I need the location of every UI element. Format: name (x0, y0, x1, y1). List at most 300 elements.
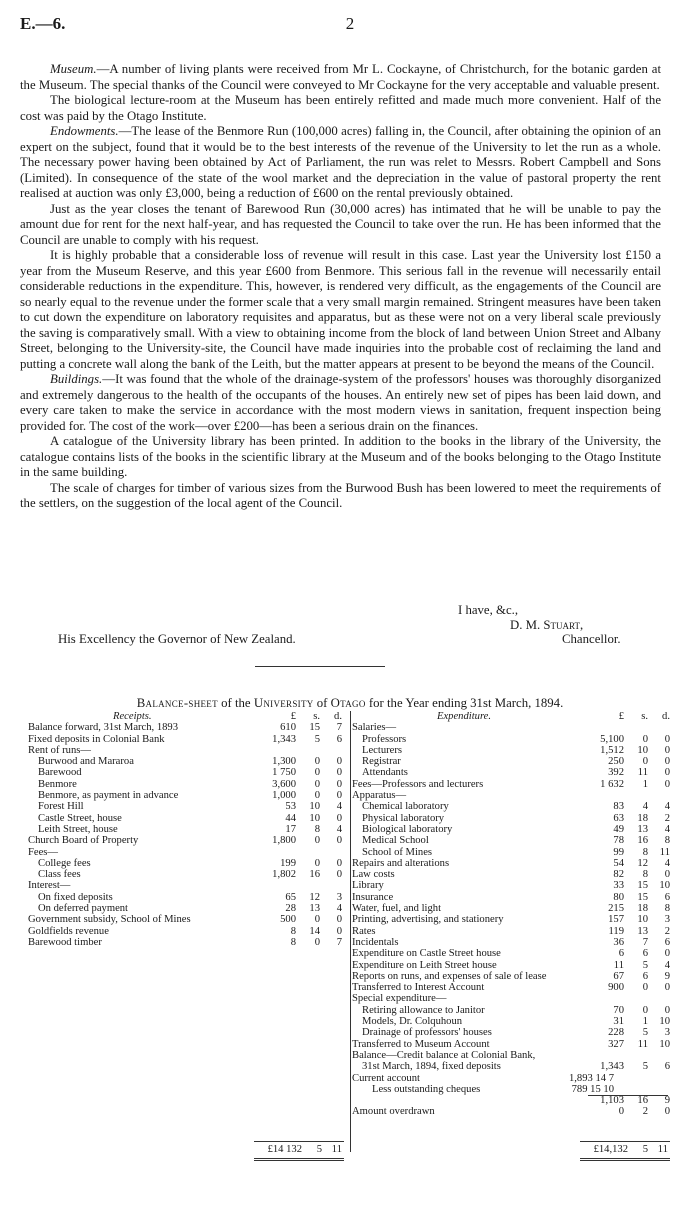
ledger-label: Library (352, 880, 384, 892)
ledger-shillings: 5 (314, 733, 320, 745)
ledger-shillings: 2 (642, 1106, 648, 1118)
ledger-shillings: 1 (642, 778, 648, 790)
paragraph-text: It is highly probable that a considerable loss of revenue will result in this case. Last year the University lost £150 a year from the Museum Reserve, and this year £600 from Benmore. This serious fall in the revenue will necessarily entail considerable reductions in the expenditure. This, however, is rendered very difficult, as the engagements of the Council are so nearly equal to the revenue under the former scale that a very small margin remained. Stringent measures have been taken to cut down the expenditure on laboratory requisites and apparatus, but as these were not on a very liberal scale previously the saving is comparatively small. With a view to obtaining income from the block of land between Union Street and Albany Street, belonging to the University-site, the Council have made inquiries into the probable cost of reclaiming the land and putting a concrete wall along the bank of the Leith, but the matter appears at present to be beyond the means of the Council. (20, 248, 661, 371)
ledger-pence: 0 (664, 778, 670, 790)
ledger-pence: 6 (664, 936, 670, 948)
ledger-pence: 4 (336, 801, 342, 813)
balance-sheet-table (28, 711, 670, 1167)
ledger-row (352, 722, 670, 733)
ledger-label: Insurance (352, 891, 394, 903)
ledger-pence: 0 (664, 982, 670, 994)
ledger-pence: 0 (336, 756, 342, 768)
total-pence: 11 (657, 1144, 668, 1155)
ledger-pence: 7 (336, 722, 342, 734)
ledger-pounds: 119 (608, 925, 624, 937)
ledger-pounds: 157 (608, 914, 624, 926)
ledger-row (352, 1039, 670, 1050)
ledger-label: Transferred to Interest Account (352, 982, 485, 994)
ledger-shillings: 0 (642, 756, 648, 768)
ledger-shillings: 10 (309, 812, 320, 824)
ledger-shillings: 11 (637, 767, 648, 779)
ledger-pounds: 0 (618, 1106, 624, 1118)
shillings-unit: s. (641, 711, 648, 722)
paragraph-text: —A number of living plants were received from Mr L. Cockayne, of Christchurch, for the botanic garden at the Museum. The special thanks of the Council were conveyed to Mr Cockayne for the very acceptable and valuable present. (20, 62, 661, 92)
ledger-row (352, 982, 670, 993)
ledger-pounds: 1,300 (272, 756, 296, 768)
ledger-label: Expenditure on Castle Street house (352, 948, 501, 960)
ledger-pence: 0 (336, 835, 342, 847)
signatory-title: Chancellor. (562, 632, 621, 646)
ledger-label: Interest— (28, 880, 71, 892)
ledger-pence: 10 (659, 1038, 670, 1050)
ledger-row (28, 926, 346, 937)
ledger-row (28, 858, 346, 869)
ledger-pounds: 33 (613, 880, 624, 892)
ledger-label: Retiring allowance to Janitor (362, 1004, 485, 1016)
balance-sheet-title: Balance-sheet of the University of Otago for the Year ending 31st March, 1894. (136, 696, 564, 710)
ledger-pence: 0 (336, 812, 342, 824)
ledger-pence: 0 (664, 1106, 670, 1118)
paragraph (20, 481, 661, 512)
paragraph-text: A catalogue of the University library has been printed. In addition to the books in the library of the University, the catalogue contains lists of the books in the scientific library at the Museum and of the books belonging to the Otago Institute in the same building. (20, 434, 661, 479)
ledger-pounds: 228 (608, 1027, 624, 1039)
ledger-pounds: 31 (613, 1016, 624, 1028)
ledger-shillings: 10 (637, 744, 648, 756)
ledger-pounds: 1 632 (600, 778, 624, 790)
ledger-label: Law costs (352, 869, 395, 881)
ledger-pence: 4 (336, 903, 342, 915)
ledger-pounds: 11 (613, 959, 624, 971)
column-heading: Expenditure. (437, 711, 492, 722)
ledger-pence: 0 (336, 914, 342, 926)
ledger-label: Leith Street, house (38, 823, 118, 835)
paragraph (20, 93, 661, 124)
ledger-row (28, 745, 346, 756)
ledger-row (352, 903, 670, 914)
ledger-label: Apparatus— (352, 790, 407, 802)
ledger-row (352, 790, 670, 801)
ledger-label: Chemical laboratory (362, 801, 449, 813)
total-pounds: £14,132 (593, 1144, 628, 1155)
ledger-row (28, 869, 346, 880)
ledger-shillings: 15 (637, 880, 648, 892)
ledger-subamount: 1,893 14 7 (568, 1072, 614, 1084)
ledger-pence: 9 (664, 1095, 670, 1107)
ledger-pounds: 99 (613, 846, 624, 858)
ledger-pence: 0 (336, 778, 342, 790)
ledger-pounds: 1,802 (272, 869, 296, 881)
ledger-shillings: 0 (314, 767, 320, 779)
ledger-pounds: 1,103 (600, 1095, 624, 1107)
ledger-row (352, 847, 670, 858)
ledger-row (28, 892, 346, 903)
column-heading: Receipts. (113, 711, 152, 722)
ledger-subamount: 789 15 10 (571, 1083, 614, 1095)
ledger-pence: 6 (664, 891, 670, 903)
ledger-shillings: 8 (642, 846, 648, 858)
ledger-row (352, 914, 670, 925)
ledger-row (352, 880, 670, 891)
ledger-pounds: 1,800 (272, 835, 296, 847)
ledger-label: Salaries— (352, 722, 397, 734)
report-body (20, 62, 661, 512)
ledger-pence: 4 (664, 801, 670, 813)
ledger-label: Barewood (38, 767, 82, 779)
ledger-row (352, 1084, 670, 1095)
ledger-row (28, 734, 346, 745)
ledger-pounds: 65 (285, 891, 296, 903)
ledger-label: Government subsidy, School of Mines (28, 914, 191, 926)
total-rule-top (580, 1141, 670, 1142)
ledger-shillings: 13 (637, 925, 648, 937)
ledger-pounds: 63 (613, 812, 624, 824)
ledger-pence: 0 (336, 869, 342, 881)
ledger-pounds: 78 (613, 835, 624, 847)
ledger-label: Printing, advertising, and stationery (352, 914, 504, 926)
ledger-label: Attendants (362, 767, 408, 779)
ledger-row (352, 1073, 670, 1084)
ledger-row (352, 824, 670, 835)
ledger-pence: 4 (336, 823, 342, 835)
subtotal-rule (588, 1095, 668, 1096)
paragraph (20, 372, 661, 434)
ledger-shillings: 12 (637, 857, 648, 869)
expenditure-total (580, 1144, 670, 1164)
ledger-row (28, 779, 346, 790)
ledger-label: Church Board of Property (28, 835, 139, 847)
ledger-pence: 0 (336, 767, 342, 779)
document-code: E.—6. (20, 14, 66, 33)
ledger-label: Balance forward, 31st March, 1893 (28, 722, 179, 734)
total-rule-bottom (254, 1158, 344, 1161)
ledger-shillings: 0 (314, 778, 320, 790)
ledger-label: Lecturers (362, 744, 402, 756)
ledger-row (352, 960, 670, 971)
ledger-label: Goldfields revenue (28, 925, 109, 937)
ledger-label: Repairs and alterations (352, 857, 450, 869)
ledger-row (28, 880, 346, 891)
ledger-pounds: 44 (285, 812, 296, 824)
paragraph (20, 202, 661, 249)
pence-unit: d. (662, 711, 670, 722)
ledger-row (352, 937, 670, 948)
ledger-pence: 0 (664, 869, 670, 881)
ledger-shillings: 5 (642, 1061, 648, 1073)
ledger-pence: 3 (336, 891, 342, 903)
ledger-label: Fees— (28, 846, 59, 858)
paragraph (20, 62, 661, 93)
ledger-pence: 10 (659, 1016, 670, 1028)
paragraph-heading: Museum. (50, 62, 97, 76)
total-shillings: 5 (316, 1144, 322, 1155)
ledger-pounds: 900 (608, 982, 624, 994)
ledger-pounds: 6 (618, 948, 624, 960)
ledger-pounds: 610 (280, 722, 296, 734)
ledger-row (352, 734, 670, 745)
ledger-pounds: 1 750 (272, 767, 296, 779)
ledger-label: Benmore, as payment in advance (38, 790, 179, 802)
ledger-shillings: 11 (637, 1038, 648, 1050)
ledger-pounds: 83 (613, 801, 624, 813)
ledger-label: Class fees (38, 869, 81, 881)
paragraph-text: The biological lecture-room at the Museum has been entirely refitted and made much more convenient. Half of the cost was paid by the Otago Institute. (20, 93, 661, 123)
ledger-label: School of Mines (362, 846, 433, 858)
ledger-pounds: 3,600 (272, 778, 296, 790)
ledger-pounds: 36 (613, 936, 624, 948)
pounds-unit: £ (618, 711, 624, 722)
ledger-label: Fixed deposits in Colonial Bank (28, 733, 165, 745)
ledger-pence: 0 (336, 857, 342, 869)
ledger-row (352, 1050, 670, 1061)
ledger-label: College fees (38, 857, 91, 869)
ledger-label: Amount overdrawn (352, 1106, 435, 1118)
ledger-shillings: 15 (309, 722, 320, 734)
ledger-pence: 0 (664, 767, 670, 779)
ledger-shillings: 16 (637, 1095, 648, 1107)
ledger-row (28, 801, 346, 812)
closing-phrase: I have, &c., (458, 603, 519, 617)
ledger-shillings: 1 (642, 1016, 648, 1028)
ledger-shillings: 0 (642, 733, 648, 745)
ledger-pence: 0 (664, 756, 670, 768)
ledger-pounds: 67 (613, 970, 624, 982)
ledger-pence: 0 (664, 744, 670, 756)
ledger-shillings: 10 (309, 801, 320, 813)
ledger-label: Burwood and Mararoa (38, 756, 134, 768)
ledger-label: On fixed deposits (38, 891, 113, 903)
ledger-pounds: 28 (285, 903, 296, 915)
ledger-pounds: 54 (613, 857, 624, 869)
ledger-shillings: 18 (637, 812, 648, 824)
ledger-row (352, 745, 670, 756)
pence-unit: d. (334, 711, 342, 722)
ledger-pence: 10 (659, 880, 670, 892)
ledger-row (352, 993, 670, 1004)
ledger-label: Less outstanding cheques (372, 1083, 481, 1095)
ledger-label: Fees—Professors and lecturers (352, 778, 484, 790)
ledger-row (28, 813, 346, 824)
total-pence: 11 (331, 1144, 342, 1155)
ledger-shillings: 0 (314, 756, 320, 768)
ledger-shillings: 5 (642, 1027, 648, 1039)
ledger-label: Physical laboratory (362, 812, 445, 824)
ledger-label: Biological laboratory (362, 823, 453, 835)
ledger-pence: 11 (659, 846, 670, 858)
ledger-pence: 0 (664, 948, 670, 960)
signatory-name: D. M. Stuart, (510, 618, 584, 632)
column-header-row (352, 711, 670, 722)
ledger-label: Special expenditure— (352, 993, 447, 1005)
ledger-pence: 7 (336, 936, 342, 948)
ledger-label: Water, fuel, and light (352, 903, 442, 915)
column-header-row (28, 711, 346, 722)
ledger-pence: 9 (664, 970, 670, 982)
ledger-shillings: 14 (309, 925, 320, 937)
ledger-pounds: 80 (613, 891, 624, 903)
ledger-row (352, 1106, 670, 1117)
ledger-pounds: 70 (613, 1004, 624, 1016)
ledger-label: Models, Dr. Colquhoun (362, 1016, 463, 1028)
ledger-row (28, 824, 346, 835)
ledger-row (28, 722, 346, 733)
ledger-pence: 0 (336, 925, 342, 937)
ledger-label: Reports on runs, and expenses of sale of lease (352, 970, 547, 982)
ledger-row (352, 971, 670, 982)
paragraph (20, 248, 661, 372)
ledger-shillings: 16 (637, 835, 648, 847)
ledger-row (352, 858, 670, 869)
ledger-row (352, 1005, 670, 1016)
ledger-row (352, 756, 670, 767)
paragraph-text: Just as the year closes the tenant of Barewood Run (30,000 acres) has intimated that he will be unable to pay the amount due for rent for the next half-year, and has requested the Council to take over the run. He has been informed that the Council are unable to comply with his request. (20, 201, 661, 247)
ledger-row (352, 767, 670, 778)
ledger-pounds: 49 (613, 823, 624, 835)
total-rule-bottom (580, 1158, 670, 1161)
ledger-shillings: 0 (314, 835, 320, 847)
paragraph-text: —The lease of the Benmore Run (100,000 acres) falling in, the Council, after obtaining the opinion of an expert on the subject, found that it would be to the best interests of the revenue of the University to let the run as a whole. The necessary power having been obtained by Act of Parliament, the run was relet to Messrs. Robert Campbell and Sons (Limited). In consequence of the state of the wool market and the depreciation in the value of pastoral property the rent realised at auction was only £3,000, being a reduction of £600 on the rental previously obtained. (20, 124, 661, 200)
ledger-pounds: 199 (280, 857, 296, 869)
ledger-row (352, 835, 670, 846)
ledger-row (352, 926, 670, 937)
ledger-label: Castle Street, house (38, 812, 122, 824)
ledger-label: On deferred payment (38, 903, 129, 915)
ledger-shillings: 8 (642, 869, 648, 881)
ledger-pounds: 5,100 (600, 733, 624, 745)
ledger-pence: 6 (664, 1061, 670, 1073)
column-divider (350, 711, 351, 1152)
ledger-shillings: 0 (314, 914, 320, 926)
total-rule-top (254, 1141, 344, 1142)
ledger-shillings: 5 (642, 959, 648, 971)
ledger-row (28, 903, 346, 914)
ledger-pence: 3 (664, 1027, 670, 1039)
ledger-pence: 0 (664, 733, 670, 745)
ledger-label: Balance—Credit balance at Colonial Bank, (352, 1049, 536, 1061)
ledger-row (28, 847, 346, 858)
ledger-row (28, 790, 346, 801)
ledger-label: Expenditure on Leith Street house (352, 959, 497, 971)
total-shillings: 5 (642, 1144, 648, 1155)
ledger-pence: 4 (664, 959, 670, 971)
paragraph-text: —It was found that the whole of the drainage-system of the professors' houses was thoroughly disorganized and extremely dangerous to the health of the occupants of the houses. An entirely new set of pipes has been laid down, and every care taken to make the service in accordance with the most modern views in sanitation, frequent inspection being provided for. The cost of the work—over £200—has been a serious drain on the finances. (20, 372, 661, 433)
ledger-pounds: 53 (285, 801, 296, 813)
ledger-pounds: 1,343 (600, 1061, 624, 1073)
ledger-pence: 6 (336, 733, 342, 745)
section-divider (255, 666, 385, 667)
receipts-column (28, 711, 346, 948)
ledger-pounds: 82 (613, 869, 624, 881)
ledger-label: Drainage of professors' houses (362, 1027, 492, 1039)
ledger-shillings: 0 (642, 1004, 648, 1016)
ledger-label: Rent of runs— (28, 744, 91, 756)
expenditure-column (352, 711, 670, 1118)
ledger-pounds: 500 (280, 914, 296, 926)
ledger-row (352, 1095, 670, 1106)
ledger-pounds: 1,512 (600, 744, 624, 756)
ledger-label: Rates (352, 925, 376, 937)
ledger-pence: 2 (664, 812, 670, 824)
paragraph (20, 124, 661, 202)
receipts-total (254, 1144, 344, 1164)
paragraph (20, 434, 661, 481)
ledger-row (28, 835, 346, 846)
ledger-label: 31st March, 1894, fixed deposits (362, 1061, 501, 1073)
ledger-pence: 3 (664, 914, 670, 926)
ledger-pounds: 1,000 (272, 790, 296, 802)
ledger-shillings: 0 (314, 857, 320, 869)
ledger-label: Professors (362, 733, 407, 745)
pounds-unit: £ (290, 711, 296, 722)
ledger-shillings: 4 (642, 801, 648, 813)
ledger-shillings: 16 (309, 869, 320, 881)
ledger-label: Transferred to Museum Account (352, 1038, 490, 1050)
ledger-pence: 4 (664, 823, 670, 835)
ledger-row (352, 813, 670, 824)
page-number: 2 (345, 14, 355, 33)
ledger-row (28, 937, 346, 948)
page-header (20, 14, 680, 36)
ledger-shillings: 0 (314, 936, 320, 948)
ledger-label: Incidentals (352, 936, 399, 948)
paragraph-heading: Endowments. (50, 124, 119, 138)
shillings-unit: s. (313, 711, 320, 722)
paragraph-text: The scale of charges for timber of various sizes from the Burwood Bush has been lowered to meet the requirements of the settlers, on the suggestion of the local agent of the Council. (20, 480, 661, 510)
ledger-row (352, 892, 670, 903)
ledger-shillings: 8 (314, 823, 320, 835)
ledger-row (352, 1016, 670, 1027)
ledger-row (352, 801, 670, 812)
ledger-pounds: 8 (290, 936, 296, 948)
ledger-pence: 8 (664, 903, 670, 915)
ledger-pounds: 17 (285, 823, 296, 835)
ledger-shillings: 15 (637, 891, 648, 903)
ledger-row (28, 914, 346, 925)
ledger-pence: 8 (664, 835, 670, 847)
ledger-label: Barewood timber (28, 936, 102, 948)
ledger-pounds: 1,343 (272, 733, 296, 745)
ledger-row (352, 869, 670, 880)
ledger-shillings: 7 (642, 936, 648, 948)
ledger-pence: 0 (664, 1004, 670, 1016)
ledger-label: Medical School (362, 835, 429, 847)
ledger-shillings: 13 (309, 903, 320, 915)
ledger-pounds: 215 (608, 903, 624, 915)
ledger-shillings: 10 (637, 914, 648, 926)
ledger-shillings: 13 (637, 823, 648, 835)
ledger-shillings: 0 (314, 790, 320, 802)
ledger-pence: 2 (664, 925, 670, 937)
ledger-row (352, 779, 670, 790)
ledger-pounds: 8 (290, 925, 296, 937)
ledger-shillings: 0 (642, 982, 648, 994)
ledger-row (352, 948, 670, 959)
ledger-row (352, 1027, 670, 1038)
ledger-pounds: 250 (608, 756, 624, 768)
addressee: His Excellency the Governor of New Zealand. (58, 632, 296, 646)
ledger-label: Registrar (362, 756, 401, 768)
ledger-shillings: 6 (642, 948, 648, 960)
total-pounds: £14 132 (267, 1144, 302, 1155)
ledger-pounds: 392 (608, 767, 624, 779)
ledger-label: Benmore (38, 778, 77, 790)
paragraph-heading: Buildings. (50, 372, 103, 386)
ledger-row (352, 1061, 670, 1072)
ledger-shillings: 18 (637, 903, 648, 915)
ledger-row (28, 767, 346, 778)
ledger-shillings: 12 (309, 891, 320, 903)
ledger-label: Forest Hill (38, 801, 84, 813)
ledger-row (28, 756, 346, 767)
